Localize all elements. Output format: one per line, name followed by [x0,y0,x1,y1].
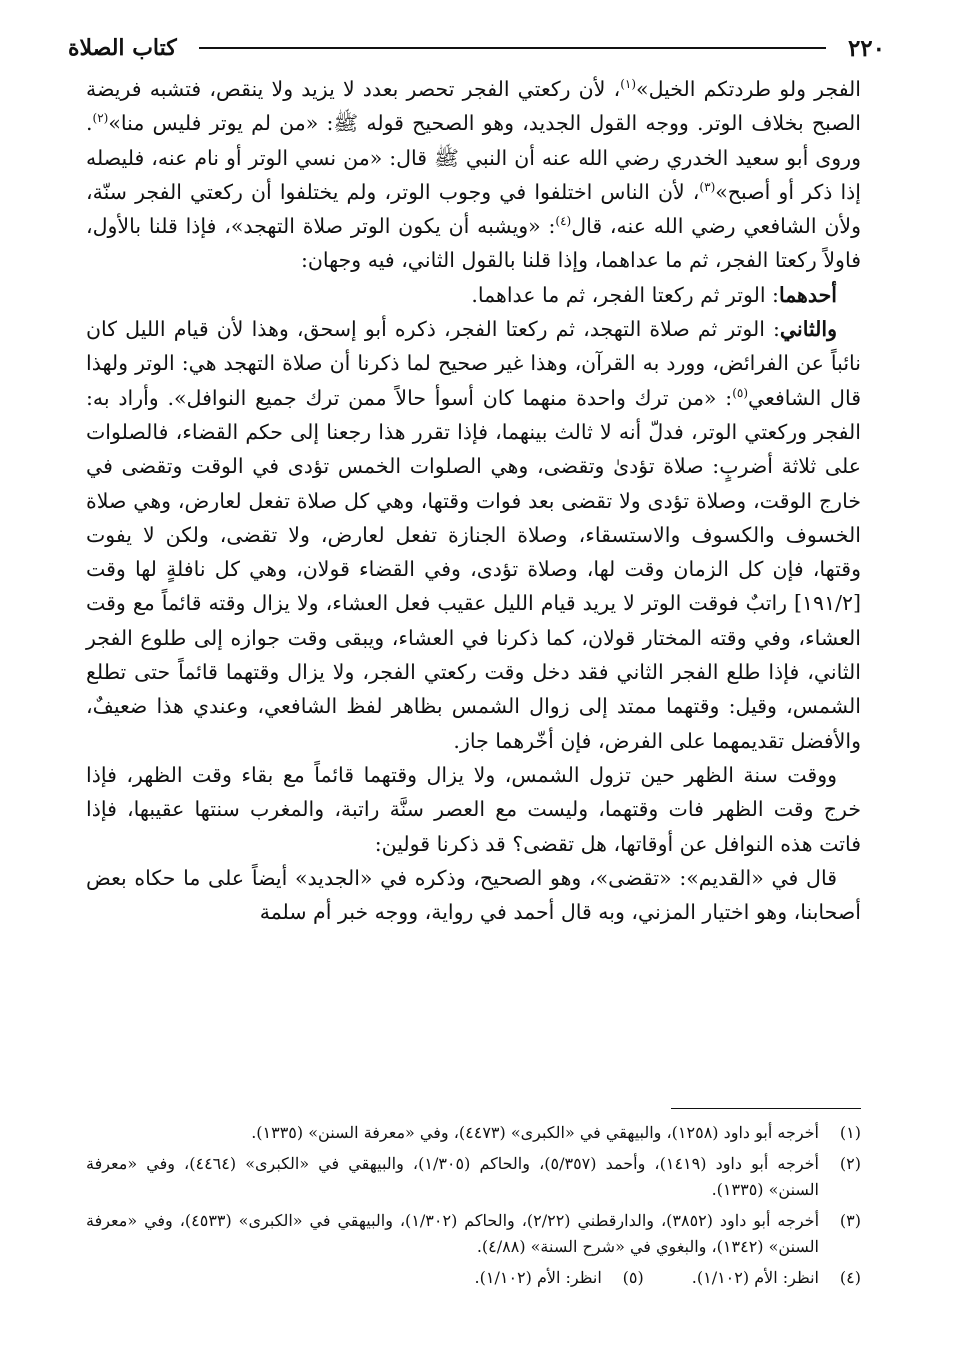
footnote-ref-4: (٤) [555,214,572,229]
footnote-text: أخرجه أبو داود (٣٨٥٢)، والدارقطني (٢/٢٢)، والحاكم (١/٣٠٢)، والبيهقي في «الكبرى» (٤٥٣٣)، وفي «معرفة السنن» (١٣٤٢)، والبغوي في «شرح السنة» (٤/٨٨). [86,1210,820,1256]
footnote-number: (٣) [839,1210,861,1230]
footnote-number: (٥) [622,1267,644,1287]
footnote-item [86,1208,861,1261]
footnote-ref-1: (١) [620,77,637,92]
footnote-number: (٤) [839,1267,861,1287]
footnote-item [475,1265,644,1292]
footnote-text: انظر: الأم (١/١٠٢). [474,1267,602,1287]
footnotes [86,1120,861,1291]
paragraph-2: أحدهما: الوتر ثم ركعتا الفجر، ثم ما عداهما. [471,282,837,307]
footnote-number: (٢) [839,1153,861,1173]
paragraph-5: قال في «القديم»: «تقضى»، وهو الصحيح، وذكره في «الجديد» أيضاً على ما حكاه بعض أصحابنا، وهو اختيار المزني، وبه قال أحمد في رواية، ووجه خبر أم سلمة [86,865,861,925]
header-rule [199,47,826,49]
footnote-item [86,1120,861,1147]
footnote-item [692,1265,861,1292]
footnote-ref-3: (٣) [699,180,716,195]
paragraph-4: ووقت سنة الظهر حين تزول الشمس، ولا يزال وقتهما قائماً مع بقاء وقت الظهر، فإذا خرج وقت الظهر فات وقتهما، وليست مع العصر سنَّة راتبة، والمغرب سنتها عقيبها، فإذا فاتت هذه النوافل عن أوقاتها، هل تقضى؟ قد ذكرنا قولين: [86,762,861,856]
footnote-separator [671,1108,861,1109]
paragraph-2-label: أحدهما [778,282,837,307]
footnote-ref-5: (٥) [732,385,749,400]
main-text [86,72,861,929]
paragraph-3: والثاني: الوتر ثم صلاة التهجد، ثم ركعتا الفجر، ذكره أبو إسحق، وهذا لأن قيام الليل كان نائباً عن الفرائض، وورد به القرآن، وهذا غير صحيح لما ذكرنا أن صلاة التهجد هي: الوتر ولهذا قال الشافعي$^{(٥)}$: «من ترك واحدة منهما كان أسوأ حالاً ممن ترك جميع النوافل». وأراد به: الفجر وركعتي الوتر، فدلّ أنه لا ثالث بينهما، فإذا تقرر هذا رجعنا إلى حكم القضاء، فالصلوات على ثلاثة أضربٍ: صلاة تؤدىٰ وتقضى، وهي الصلوات الخمس تؤدى في الوقت وتقضى في خارج الوقت، وصلاة تؤدى ولا تقضى بعد فوات وقتها، وهي كل صلاة تفعل لعارض، وهي صلاة الخسوف والكسوف والاستسقاء، وصلاة الجنازة تفعل لعارض، ولا تقضى، ولكن لا يفوت وقتها، فإن كل الزمان وقت لها، وصلاة تؤدى، وفي القضاء قولان، وهي كل نافلةٍ لها وقت [١٩١/٢] راتبٌ فوقت الوتر لا يريد قيام الليل عقيب فعل العشاء، ولا يزال وقته قائماً مع وقت العشاء، وفي وقته المختار قولان، كما ذكرنا في العشاء، ويبقى وقت جوازه إلى طلوع الفجر الثاني، فإذا طلع الفجر الثاني فقد دخل وقت ركعتي الفجر، ولا يزال وقتهما قائماً حتى تطلع الشمس، وقيل: وقتهما ممتد إلى زوال الشمس بظاهر لفظ الشافعي، وعندي هذا ضعيفٌ، والأفضل تقديمهما على الفرض، فإن أخّرهما جاز. [86,317,861,753]
footnote-row [86,1265,861,1292]
footnote-item [86,1151,861,1204]
page-number: ٢٢٠ [847,34,885,62]
footnote-text: انظر: الأم (١/١٠٢). [691,1267,819,1287]
footnote-text: أخرجه أبو داود (١٢٥٨)، والبيهقي في «الكبرى» (٤٤٧٣)، وفي «معرفة السنن» (١٣٣٥). [251,1123,819,1142]
footnote-ref-2: (٢) [92,111,109,126]
footnote-text: أخرجه أبو داود (١٤١٩)، وأحمد (٥/٣٥٧)، والحاكم (١/٣٠٥)، والبيهقي في «الكبرى» (٤٤٦٤)، وفي «معرفة السنن» (١٣٣٥). [86,1153,820,1199]
page-header [68,28,885,68]
paragraph-1: الفجر ولو طردتكم الخيل»$^{(١)}$، لأن ركعتي الفجر تحصر بعدد لا يزيد ولا ينقص، فتشبه فريضة الصبح بخلاف الوتر. ووجه القول الجديد، وهو الصحيح قوله ﷺ: «من لم يوتر فليس منا»$^{(٢)}$. وروى أبو سعيد الخدري رضي الله عنه أن النبي ﷺ قال: «من نسي الوتر أو نام عنه، فليصله إذا ذكر أو أصبح»$^{(٣)}$، لأن الناس اختلفوا في وجوب الوتر، ولم يختلفوا أن ركعتي الفجر سنّة، ولأن الشافعي رضي الله عنه، قال$^{(٤)}$: «ويشبه أن يكون الوتر صلاة التهجد»، فإذا قلنا بالأول، فاولاً ركعتا الفجر، ثم ما عداهما، وإذا قلنا بالقول الثاني، فيه وجهان: [86,77,862,273]
footnote-number: (١) [839,1123,861,1142]
running-title: كتاب الصلاة [68,35,177,61]
paragraph-3-label: والثاني [779,317,837,342]
